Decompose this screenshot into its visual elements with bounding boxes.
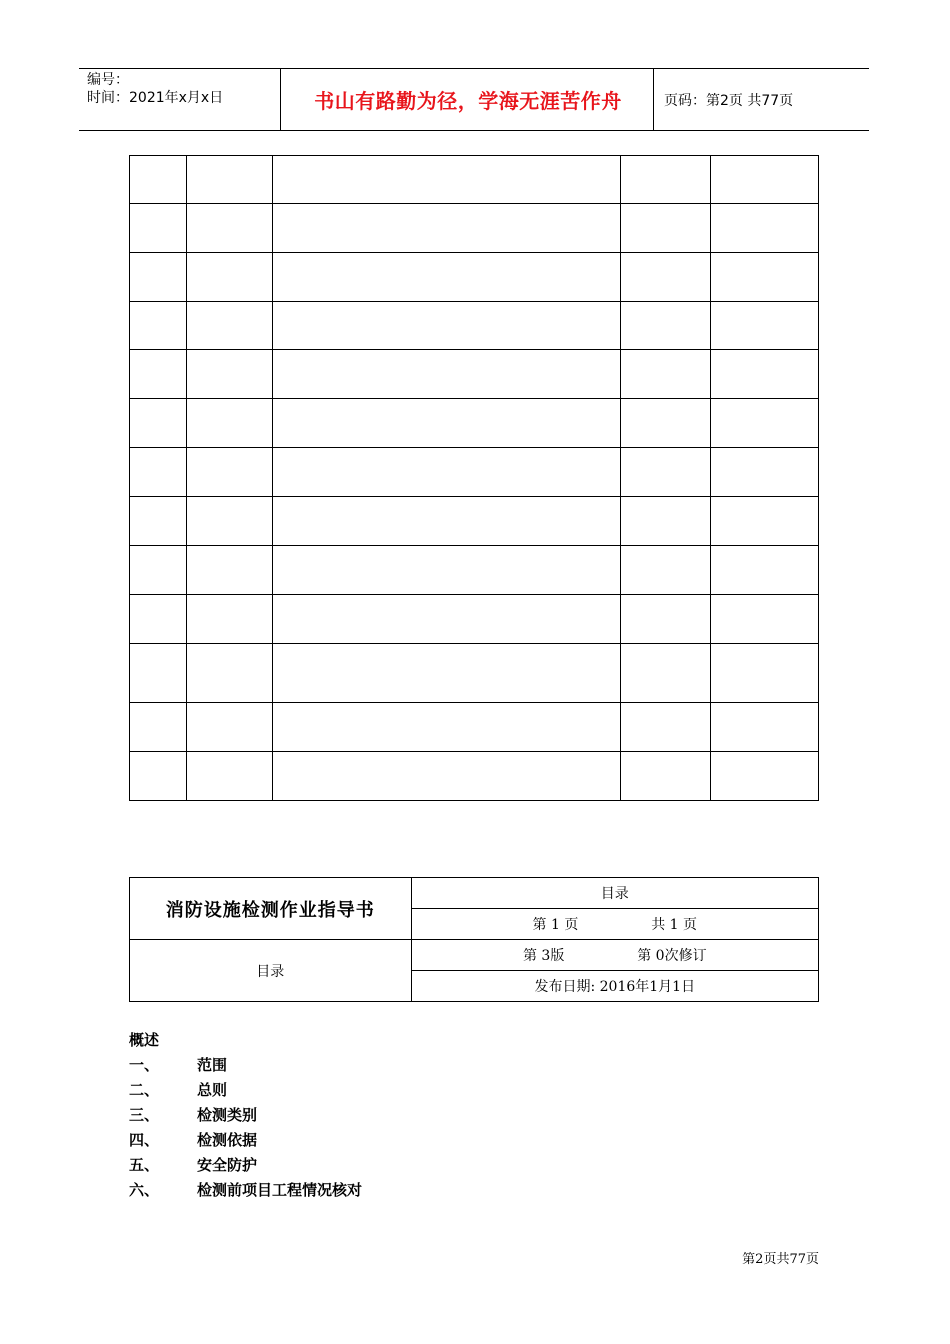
toc-item-text: 总则 <box>197 1081 228 1099</box>
page-number: 第 1 页 <box>532 917 579 933</box>
table-cell <box>130 644 187 703</box>
table-cell <box>186 399 272 448</box>
toc-item-text: 范围 <box>197 1056 228 1074</box>
table-cell <box>130 253 187 302</box>
table-cell <box>130 204 187 253</box>
table-cell <box>272 595 620 644</box>
toc-item-number: 六、 <box>129 1181 160 1199</box>
table-cell <box>186 546 272 595</box>
version-cell <box>411 940 818 971</box>
table-cell <box>621 253 711 302</box>
table-row <box>130 350 819 399</box>
table-row <box>130 497 819 546</box>
table-cell <box>272 644 620 703</box>
table-row <box>130 644 819 703</box>
table-row <box>130 253 819 302</box>
header-page-info: 页码：第2页 共77页 <box>664 92 794 109</box>
table-cell <box>186 350 272 399</box>
table-cell <box>130 752 187 801</box>
edition: 第 3版 <box>522 948 565 964</box>
table-cell <box>621 703 711 752</box>
table-cell <box>621 595 711 644</box>
toc-item-number: 一、 <box>129 1056 160 1074</box>
revision: 第 0次修订 <box>637 948 707 964</box>
toc-item <box>129 1055 362 1080</box>
toc-item <box>129 1130 362 1155</box>
table-cell <box>272 703 620 752</box>
table-cell <box>186 497 272 546</box>
table-cell <box>272 546 620 595</box>
table-cell <box>186 156 272 204</box>
table-cell <box>272 204 620 253</box>
table-row <box>130 703 819 752</box>
table-cell <box>711 302 819 350</box>
header-motto: 书山有路勤为径，学海无涯苦作舟 <box>314 89 622 113</box>
toc-item-text: 检测前项目工程情况核对 <box>197 1181 363 1199</box>
toc-item <box>129 1105 362 1130</box>
blank-table <box>129 155 819 801</box>
table-cell <box>130 399 187 448</box>
table-cell <box>711 204 819 253</box>
table-row <box>130 752 819 801</box>
section-title: 目录 <box>411 878 818 909</box>
table-cell <box>711 644 819 703</box>
page-footer: 第2页共77页 <box>742 1252 819 1267</box>
table-cell <box>272 752 620 801</box>
document-title: 消防设施检测作业指导书 <box>130 878 412 940</box>
time-label: 时间：2021年x月x日 <box>87 90 224 106</box>
table-row <box>130 204 819 253</box>
table-cell <box>272 497 620 546</box>
table-cell <box>711 448 819 497</box>
table-cell <box>186 752 272 801</box>
table-cell <box>272 350 620 399</box>
table-cell <box>621 546 711 595</box>
table-cell <box>130 703 187 752</box>
table-cell <box>711 399 819 448</box>
table-cell <box>621 156 711 204</box>
table-row <box>130 302 819 350</box>
table-cell <box>186 595 272 644</box>
toc-item <box>129 1180 362 1205</box>
header-divider <box>653 69 654 130</box>
table-cell <box>130 497 187 546</box>
toc-item-number: 三、 <box>129 1106 160 1124</box>
table-cell <box>186 703 272 752</box>
table-cell <box>621 752 711 801</box>
table-row <box>130 156 819 204</box>
page-header <box>79 68 869 131</box>
table-cell <box>621 204 711 253</box>
table-cell <box>130 156 187 204</box>
toc-item-text: 安全防护 <box>197 1156 258 1174</box>
toc-item-number: 五、 <box>129 1156 160 1174</box>
table-cell <box>272 399 620 448</box>
table-cell <box>186 644 272 703</box>
table-cell <box>130 350 187 399</box>
table-row <box>130 546 819 595</box>
toc-item-text: 检测依据 <box>197 1131 258 1149</box>
table-cell <box>186 448 272 497</box>
table-cell <box>621 448 711 497</box>
header-divider <box>280 69 281 130</box>
table-of-contents <box>129 1030 362 1205</box>
table-cell <box>272 156 620 204</box>
toc-heading: 概述 <box>129 1031 160 1049</box>
table-cell <box>272 448 620 497</box>
toc-item-number: 二、 <box>129 1081 160 1099</box>
table-cell <box>186 253 272 302</box>
table-cell <box>711 497 819 546</box>
table-cell <box>130 595 187 644</box>
page-count-cell <box>411 909 818 940</box>
table-cell <box>621 399 711 448</box>
table-cell <box>130 448 187 497</box>
toc-item-text: 检测类别 <box>197 1106 258 1124</box>
table-cell <box>621 350 711 399</box>
table-cell <box>711 156 819 204</box>
table-cell <box>130 546 187 595</box>
toc-item <box>129 1080 362 1105</box>
table-cell <box>272 253 620 302</box>
issue-date: 发布日期: 2016年1月1日 <box>411 971 818 1002</box>
table-cell <box>711 546 819 595</box>
table-cell <box>272 302 620 350</box>
total-pages: 共 1 页 <box>651 917 698 933</box>
table-cell <box>711 595 819 644</box>
toc-item-number: 四、 <box>129 1131 160 1149</box>
table-cell <box>621 497 711 546</box>
table-cell <box>186 302 272 350</box>
document-info-table <box>129 877 819 1002</box>
table-cell <box>711 752 819 801</box>
table-row <box>130 399 819 448</box>
code-label: 编号： <box>87 72 129 88</box>
table-cell <box>621 302 711 350</box>
table-cell <box>711 350 819 399</box>
table-cell <box>711 253 819 302</box>
table-cell <box>621 644 711 703</box>
table-cell <box>186 204 272 253</box>
table-row <box>130 448 819 497</box>
toc-item <box>129 1155 362 1180</box>
table-cell <box>130 302 187 350</box>
toc-label: 目录 <box>130 940 412 1002</box>
table-cell <box>711 703 819 752</box>
header-meta <box>87 71 277 107</box>
table-row <box>130 595 819 644</box>
